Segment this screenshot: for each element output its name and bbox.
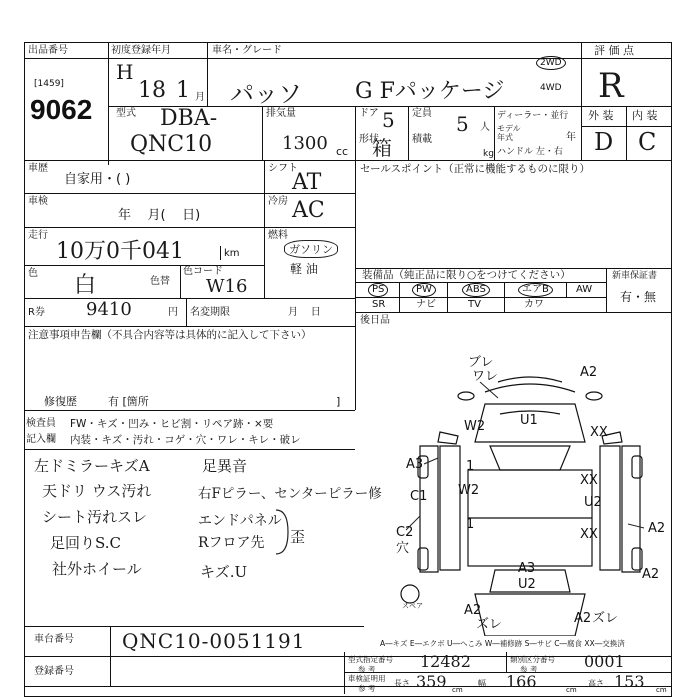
model-type-1: DBA- [160,106,218,131]
mark-zure-left: ズレ [476,617,503,632]
inspector-row-1: FW・キズ・凹み・ヒビ割・リペア跡・×要 [70,418,274,430]
declaration-label: 注意事項申告欄（不具合内容等は具体的に記入して下さい） [28,329,312,341]
length: 359 [416,672,447,691]
mark-xx-right-front: XX [590,425,608,440]
equip-airbag: エアB [518,283,553,297]
interior-label: 内 装 [632,109,658,122]
mark-xx-right-rear: XX [580,527,598,542]
mark-a2-rear-right: A2 [642,567,660,582]
height-label: 高さ [588,679,604,688]
model-type-label: 型式 [116,108,136,119]
color-change-label: 色替 [150,276,170,287]
recycle-value: 9410 [86,299,132,320]
ac: AC [292,198,325,223]
category-ref: 参 考 [520,665,538,674]
remark-right-5: キズ.U [200,563,248,581]
equip-abs: ABS [462,283,490,297]
width: 166 [506,672,537,691]
mileage-label: 走行 [28,230,48,241]
mark-1-lower: 1 [466,517,475,532]
doors: 5 [382,108,395,132]
width-label: 幅 [478,679,486,688]
equip-ps: PS [368,283,388,297]
remark-right-4: Rフロア先 [198,535,265,551]
type-spec-ref: 参 考 [358,665,376,674]
sales-point-label: セールスポイント（正常に機能するものに限り） [360,163,591,175]
length-unit: cm [452,686,463,694]
shift-label: シフト [268,163,298,174]
equip-tv: TV [468,299,481,310]
color-code-label: 色コード [183,266,223,277]
new-warranty-value: 有・無 [620,290,657,304]
registration-number-label: 登録番号 [34,666,74,677]
mark-a3-left: A3 [406,457,424,472]
exterior-grade: D [594,128,614,156]
mark-hole: 穴 [396,541,410,556]
first-registration-label: 初度登録年月 [111,45,171,56]
history-label: 車歴 [28,163,48,174]
mark-bure-top: ブレ [468,355,494,370]
kg-unit: kg [483,149,494,159]
mark-a2-rear-left: A2 [464,603,482,618]
repair-close: ] [336,395,341,408]
name-change-label: 名変期限 [190,307,230,318]
handle-label: ハンドル 左・右 [497,147,563,157]
remark-left-5: 社外ホイール [52,560,142,578]
capacity-label: 定員 [412,108,432,119]
remark-left-3: シート汚れスレ [42,508,148,526]
new-warranty-label: 新車保証書 [612,271,658,281]
cert-label: 車検証明用 [348,674,386,683]
repair-label: 修復歴 [44,395,77,408]
history-value: 自家用・( ) [64,172,131,187]
remark-right-2: 右Fピラー、センターピラー修 [198,486,382,502]
color-label: 色 [28,268,38,279]
mark-c2: C2 [396,525,414,540]
mark-a2-right: A2 [648,521,666,536]
shift: AT [292,170,322,195]
mark-a2-trunk: A2 [574,611,592,626]
mark-ware-top: ワレ [472,369,499,384]
month-unit: 月 [195,92,205,103]
type-spec-value: 12482 [420,652,471,671]
model-year-label: モデル年式 [497,124,521,142]
mark-w2-roof: W2 [458,483,480,498]
equip-navi: ナビ [416,299,436,310]
score-label: 評 価 点 [594,44,634,57]
height: 153 [614,672,645,691]
remark-left-4: 足回りS.C [50,534,121,552]
registration-month: 1 [176,78,190,103]
load-label: 積載 [412,134,432,145]
equipment-label: 装備品（純正品に限り○をつけてください） [362,269,571,281]
remark-left-2: 天ドリ ウス汚れ [42,482,152,500]
drive-4wd: 4WD [540,83,562,93]
mark-w2-left: W2 [464,419,486,434]
mileage: 10万0千041 [56,239,184,264]
person-unit: 人 [480,122,490,133]
chassis-number: QNC10-0051191 [122,629,306,653]
length-label: 長さ [394,679,410,688]
capacity: 5 [456,112,469,136]
km-unit: km [224,248,240,259]
fuel-diesel: 軽 油 [290,262,318,276]
grade: G Fパッケージ [355,79,505,104]
cc-unit: cc [336,145,349,158]
ac-label: 冷房 [268,196,288,207]
registration-year: 18 [138,78,166,103]
fuel-label: 燃料 [268,230,288,241]
height-unit: cm [656,686,667,694]
type-spec-label: 型式指定番号 [348,655,393,664]
later-items-label: 後日品 [360,315,390,326]
chassis-label: 車台番号 [34,634,74,645]
inspector-row-2: 内装・キズ・汚れ・コゲ・穴・ワレ・キレ・破レ [70,434,301,446]
lot-number: 9062 [30,94,93,125]
year-unit: 年 [566,132,576,143]
equip-sr: SR [372,299,386,310]
mark-spare: スペア [402,602,423,610]
doors-label: ドア [359,108,379,119]
equip-leather: カワ [524,299,544,310]
model-name: パッソ [230,80,302,108]
inspector-label-1: 検査員 [26,418,56,429]
lot-label: 出品番号 [28,45,68,56]
drive-2wd: 2WD [536,56,566,70]
displacement-label: 排気量 [266,108,296,119]
score-value: R [598,66,624,106]
equip-pw: PW [412,283,436,297]
era: H [116,60,134,84]
remark-bracket-note: 歪 [290,528,306,546]
mark-xx-right-mid: XX [580,473,598,488]
mark-u2-rear: U2 [518,577,536,592]
fuel-gasoline: ガソリン [284,240,338,258]
mark-zure-right: ズレ [592,611,619,626]
color-code: W16 [206,276,248,297]
car-name-label: 車名・グレード [212,45,282,56]
model-type-2: QNC10 [130,132,213,157]
cert-ref: 参 考 [358,684,376,693]
dealer-label: ディーラー・並行 [497,111,569,121]
shape-label: 形状 [359,134,379,145]
inspection-label: 車検 [28,196,48,207]
mark-u1: U1 [520,413,538,428]
remark-right-3: エンドパネル [198,513,282,529]
interior-grade: C [638,128,657,156]
mark-a3-rear: A3 [518,561,536,576]
color-value: 白 [74,273,97,298]
mark-c1: C1 [410,489,428,504]
displacement: 1300 [282,133,328,154]
remark-left-1: 左ドミラーキズA [34,457,150,475]
damage-legend: A―キズ E―エクボ U―へこみ W―補修跡 S―サビ C―腐食 XX―交換済 [380,639,625,648]
exterior-label: 外 装 [588,109,614,122]
repair-value: 有 [箇所 [108,395,149,408]
category-value: 0001 [584,652,625,671]
shape: 箱 [372,136,392,160]
inspection-value: 年 月( 日) [118,208,201,223]
mark-a2-front: A2 [580,365,598,380]
mark-1-left: 1 [466,459,475,474]
mark-u2-right: U2 [584,495,602,510]
category-label: 類別区分番号 [510,655,555,664]
yen-unit: 円 [168,307,178,318]
recycle-label: R券 [28,307,45,318]
bracket-mark [274,508,294,558]
lot-sub: [1459] [34,79,64,89]
equip-aw: AW [576,284,593,295]
width-unit: cm [566,686,577,694]
name-change-value: 月 日 [288,307,321,318]
inspector-label-2: 記入欄 [26,434,56,445]
car-damage-diagram [380,346,670,636]
remark-right-1: 足異音 [202,457,248,475]
